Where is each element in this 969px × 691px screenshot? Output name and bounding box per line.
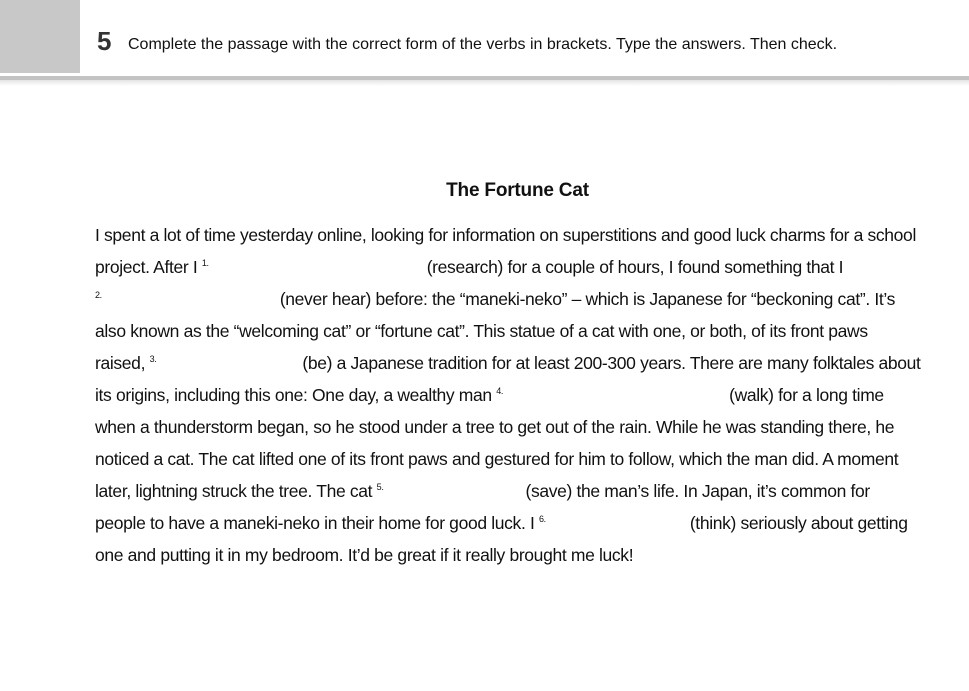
passage-line-3 — [95, 288, 895, 311]
passage-text: (never hear) before: the “maneki-neko” – which is Japanese for “beckoning cat”. It’s — [279, 289, 895, 309]
answer-input-2[interactable] — [102, 289, 280, 311]
passage-line-7 — [95, 416, 894, 438]
passage-text: (walk) for a long time — [729, 385, 884, 405]
passage-text: I spent a lot of time yesterday online, looking for information on superstitions and good luck charms for a school — [95, 225, 916, 245]
header-tab — [0, 0, 80, 73]
gap-number-1: 1. — [201, 258, 209, 268]
passage-text: its origins, including this one: One day, a wealthy man — [95, 385, 492, 405]
passage-line-8 — [95, 448, 898, 470]
gap-number-6: 6. — [539, 514, 546, 524]
exercise-header — [0, 0, 969, 80]
passage-text: raised, — [95, 353, 146, 373]
passage-text: project. After I — [95, 257, 198, 277]
passage-text: also known as the “welcoming cat” or “fortune cat”. This statue of a cat with one, or both, of its front paws — [95, 321, 868, 341]
answer-input-1[interactable] — [209, 257, 427, 279]
passage-text: one and putting it in my bedroom. It’d be great if it really brought me luck! — [95, 545, 634, 565]
passage-line-2 — [95, 256, 843, 279]
passage-text: (research) for a couple of hours, I found something that I — [426, 257, 844, 277]
gap-number-2: 2. — [95, 290, 102, 300]
passage-text: noticed a cat. The cat lifted one of its front paws and gestured for him to follow, which the man did. A moment — [95, 449, 899, 469]
exercise-instruction: Complete the passage with the correct form of the verbs in brackets. Type the answers. Then check. — [128, 36, 838, 53]
passage-line-9 — [95, 480, 870, 503]
passage-text: when a thunderstorm began, so he stood under a tree to get out of the rain. While he was standing there, he — [95, 417, 895, 437]
passage-text: (save) the man’s life. In Japan, it’s common for — [525, 481, 870, 501]
passage-text: later, lightning struck the tree. The cat — [95, 481, 373, 501]
passage-line-5 — [95, 352, 921, 375]
passage-line-11 — [95, 544, 633, 566]
passage-text: (think) seriously about getting — [689, 513, 908, 533]
passage-text: people to have a maneki-neko in their home for good luck. I — [95, 513, 535, 533]
answer-input-5[interactable] — [383, 481, 525, 503]
passage-line-4 — [95, 320, 868, 342]
gap-number-4: 4. — [496, 386, 504, 396]
gap-number-5: 5. — [376, 482, 384, 492]
answer-input-4[interactable] — [503, 385, 729, 407]
answer-input-3[interactable] — [156, 353, 302, 375]
header-shadow — [0, 80, 969, 86]
gap-number-3: 3. — [149, 354, 157, 364]
passage-line-1 — [95, 224, 916, 246]
passage-line-10 — [95, 512, 908, 535]
passage-line-6 — [95, 384, 884, 407]
exercise-number: 5 — [97, 26, 112, 56]
answer-input-6[interactable] — [546, 513, 690, 535]
passage-title: The Fortune Cat — [446, 180, 589, 201]
passage-text: (be) a Japanese tradition for at least 200-300 years. There are many folktales about — [302, 353, 921, 373]
